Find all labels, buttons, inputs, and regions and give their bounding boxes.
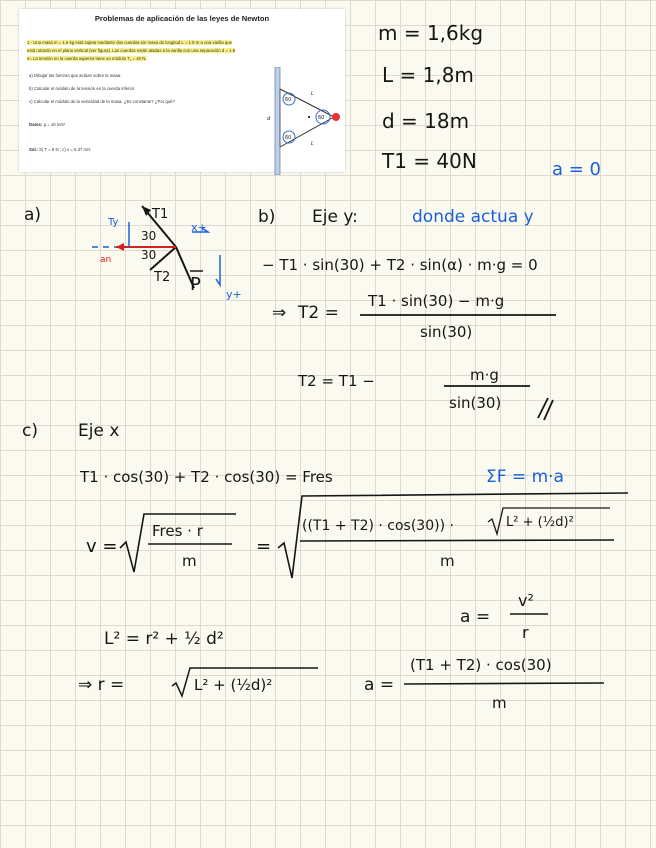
T1-label: T1 [152,207,169,222]
item-a: a) Dibujar las fuerzas que actúan sobre la masa. [29,73,122,78]
an-label: an [100,255,112,265]
item-c: c) Calcular el módulo de la velocidad de la masa. ¿Es constante? ¿Por qué? [29,99,175,104]
part-a [24,205,242,301]
given-separation: d = 18m [382,109,470,133]
separation-label: d [267,116,271,122]
angle-bottom-label: 60 [285,135,292,141]
problem-title: Problemas de aplicación de las leyes de Newton [94,14,270,23]
length-label-bottom: L [311,141,314,147]
T2-label: T2 [154,270,171,285]
velocity-den: m [182,552,197,570]
part-c-newton-law: ΣF = m·a [486,467,564,487]
part-b-T2: T2 = [298,303,339,323]
centripetal-den: r [522,623,529,642]
acceleration-frac-bar [404,683,604,684]
statement-line-1: 1.- Una masa m = 1.6 kg está sujeta mediante dos cuerdas sin masa de longitud L = 1.8 m a una varilla que [27,40,233,45]
part-a-label: a) [24,205,42,225]
part-b-note: donde actua y [412,207,534,227]
velocity-equals: = [256,536,272,557]
part-b-frac1-den: sin(30) [420,323,473,341]
part-b [258,207,556,420]
angle-top-label: 60 [285,97,292,103]
part-b-axis: Eje y: [312,207,358,227]
velocity-num: Fres · r [152,522,203,540]
big-num-right: L² + (½d)² [506,515,574,530]
given-tension: T1 = 40N [382,149,477,173]
geometry-eq-2: ⇒ r = [78,675,125,695]
part-b-frac2-num: m·g [470,366,499,384]
x-axis-label: x+ [191,221,207,234]
y-axis-label: y+ [226,288,242,301]
given-length: L = 1,8m [382,63,474,87]
part-b-frac2-den: sin(30) [449,394,502,412]
statement-line-3: m. La tensión en la cuerda superior tiene un módulo T₁ = 40 N. [27,56,147,61]
centripetal-num: v² [518,591,534,610]
big-num-left: ((T1 + T2) · cos(30)) · [302,518,454,534]
part-c-label: c) [22,421,38,441]
data-line: Datos: g = 10 m/s² [29,122,66,127]
statement-line-2: está rotando en el plano vertical (ver figura). Las cuerdas están atadas a la varilla con una separación d = 1.8 [27,48,236,53]
angle-right-label: 60 [318,115,325,121]
acceleration-label: a = [364,675,395,695]
part-b-T2-simplified: T2 = T1 − [298,372,375,390]
big-frac-bar [300,540,614,541]
Ty-label: Ty [108,217,119,228]
an-arrowhead [116,243,124,251]
angle-30-upper: 30 [141,229,157,243]
given-data [378,21,601,180]
big-den: m [440,552,455,570]
acceleration-zero-note: a = 0 [552,159,602,180]
y-axis-arrow [216,255,220,285]
weight-label: P [190,274,201,295]
length-label-top: L [311,91,314,97]
solution-line: Sol.: b) T = 8 N ; c) v = 6.37 m/s [29,147,91,152]
acceleration-den: m [492,694,507,712]
part-b-label: b) [258,207,276,227]
acceleration-num: (T1 + T2) · cos(30) [410,656,552,674]
given-mass: m = 1,6kg [378,21,484,45]
part-c-equation: T1 · cos(30) + T2 · cos(30) = Fres [80,468,333,486]
geometry-root: L² + (½d)² [194,676,273,694]
velocity-label: v = [86,536,118,557]
part-c [22,421,628,712]
result-double-slash [538,398,553,420]
part-b-implies: ⇒ [272,303,287,323]
centripetal-a: a = [460,607,491,627]
angle-30-lower: 30 [141,248,157,262]
part-b-equation: − T1 · sin(30) + T2 · sin(α) · m·g = 0 [262,256,538,274]
part-b-frac1-num: T1 · sin(30) − m·g [368,292,505,310]
geometry-eq-1: L² = r² + ½ d² [104,629,224,649]
item-b: b) Calcular el módulo de la tensión en la cuerda inferior. [29,86,136,91]
part-c-axis: Eje x [78,421,120,441]
